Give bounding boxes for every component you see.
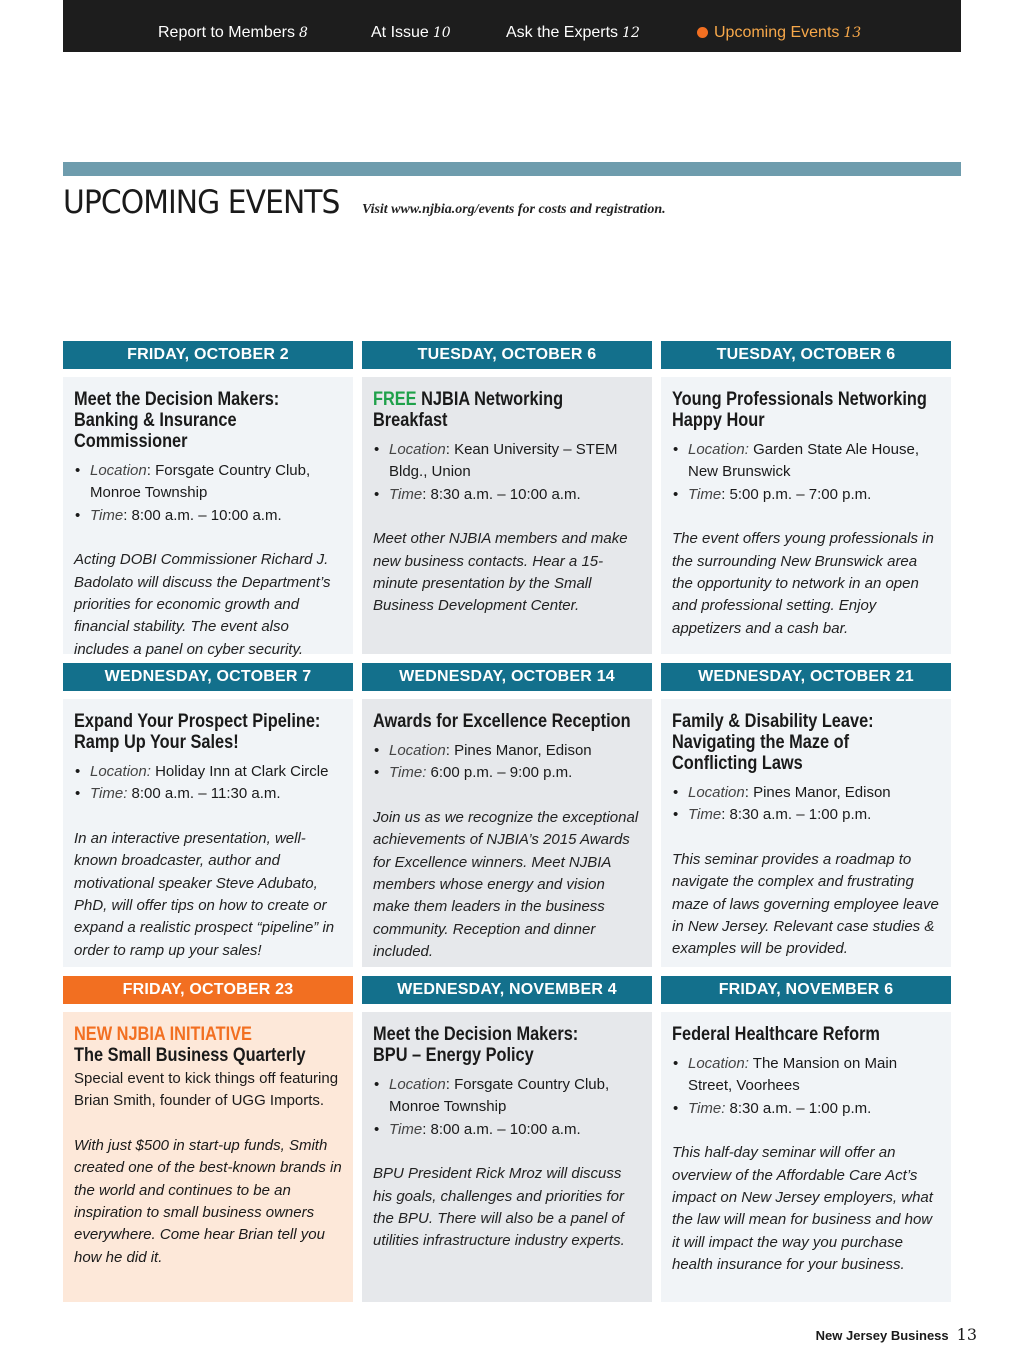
time-value: 8:30 a.m. – 1:00 p.m. [729, 806, 872, 824]
event-title [74, 389, 341, 452]
nav-item-report-to-members[interactable] [158, 24, 308, 42]
event-time: • Time: 8:30 a.m. – 10:00 a.m. [373, 484, 641, 506]
nav-item-label: Ask the Experts [506, 24, 619, 41]
location-label: Location: [688, 441, 749, 458]
event-body [661, 377, 951, 654]
event-card[interactable] [661, 976, 951, 1302]
event-card[interactable] [362, 663, 652, 967]
event-kicker: NEW NJBIA INITIATIVE [74, 1024, 252, 1045]
location-value: Garden State Ale House, New Brunswick [688, 441, 919, 481]
location-label: Location [389, 742, 446, 759]
event-meta [672, 782, 940, 827]
top-nav [63, 0, 961, 52]
event-body [661, 1012, 951, 1302]
nav-item-page: 12 [622, 25, 640, 41]
event-description: Meet other NJBIA members and make new business contacts. Hear a 15-minute presentation by the Small Business Development Center. [373, 530, 628, 615]
event-meta [74, 761, 342, 806]
active-dot-icon [697, 27, 708, 38]
location-value: Pines Manor, Edison [753, 784, 891, 801]
location-value: Kean University – STEM Bldg., Union [389, 441, 618, 481]
event-title-line: Banking & Insurance Commissioner [74, 410, 237, 452]
event-title-line: Conflicting Laws [672, 753, 803, 774]
time-label: Time: [389, 764, 427, 782]
event-body [63, 377, 353, 658]
event-body [661, 699, 951, 967]
event-title-line: Happy Hour [672, 410, 765, 431]
page-number: 13 [956, 1325, 977, 1344]
event-description: BPU President Rick Mroz will discuss his goals, challenges and priorities for the BPU. There will also be a panel of utilities infrastructure industry experts. [373, 1165, 625, 1250]
event-description: Acting DOBI Commissioner Richard J. Badolato will discuss the Department’s priorities for economic growth and financial stability. The event also includes a panel on cyber security. [74, 551, 331, 658]
time-value: 8:30 a.m. – 10:00 a.m. [430, 485, 581, 503]
event-location [74, 761, 342, 783]
event-title-line: Meet the Decision Makers: [373, 1024, 579, 1045]
nav-item-label: Upcoming Events [714, 24, 840, 41]
time-label: Time [688, 485, 722, 503]
event-title [373, 1024, 640, 1066]
event-date: WEDNESDAY, OCTOBER 7 [63, 663, 353, 691]
event-title-line: The Small Business Quarterly [74, 1045, 306, 1066]
event-description: This half-day seminar will offer an overview of the Affordable Care Act’s impact on New Jersey employers, what the law will mean for business and how it will impact the way you purchase health insurance for your business. [672, 1144, 933, 1274]
event-meta [373, 740, 641, 785]
event-title [74, 1045, 341, 1066]
event-description: Join us as we recognize the exceptional achievements of NJBIA’s 2015 Awards for Excellence winners. Meet NJBIA members whose energy and vision make them leaders in the business community. Reception and dinner included. [373, 808, 639, 961]
nav-item-page: 13 [843, 25, 862, 41]
time-value: 6:00 p.m. – 9:00 p.m. [430, 764, 573, 782]
time-value: 5:00 p.m. – 7:00 p.m. [729, 485, 872, 503]
time-value: 8:00 a.m. – 10:00 a.m. [430, 1120, 581, 1138]
time-label: Time [90, 506, 124, 524]
event-body [63, 1012, 353, 1302]
location-value: The Mansion on Main Street, Voorhees [688, 1055, 898, 1095]
event-time: • Time: 8:00 a.m. – 10:00 a.m. [373, 1119, 641, 1141]
time-label: Time: [90, 785, 128, 803]
event-description: In an interactive presentation, well-known broadcaster, author and motivational speaker Steve Adubato, PhD, will offer tips on how to create or expand a realistic prospect “pipeline” in order to ramp up your sales! [74, 829, 335, 959]
event-card[interactable] [661, 663, 951, 967]
event-title [74, 711, 341, 753]
location-value: Pines Manor, Edison [454, 742, 592, 759]
event-title-line: Awards for Excellence Reception [373, 711, 631, 732]
event-time [74, 783, 342, 805]
event-title-line: Expand Your Prospect Pipeline: [74, 711, 321, 732]
event-date: FRIDAY, OCTOBER 23 [63, 976, 353, 1004]
section-rule [63, 162, 961, 176]
location-label: Location [688, 784, 745, 801]
time-label: Time [389, 1120, 423, 1138]
event-date: FRIDAY, NOVEMBER 6 [661, 976, 951, 1004]
event-card[interactable] [63, 341, 353, 658]
event-card[interactable] [362, 341, 652, 654]
nav-item-label: Report to Members [158, 24, 295, 41]
location-value: Forsgate Country Club, Monroe Township [90, 462, 311, 502]
time-label: Time [688, 806, 722, 824]
event-date: TUESDAY, OCTOBER 6 [362, 341, 652, 369]
event-time: • Time: 8:00 a.m. – 10:00 a.m. [74, 505, 342, 527]
event-title-line: Federal Healthcare Reform [672, 1024, 880, 1045]
event-title-line: Young Professionals Networking [672, 389, 927, 410]
event-time [373, 762, 641, 784]
time-value: 8:30 a.m. – 1:00 p.m. [729, 1099, 872, 1117]
event-meta [74, 460, 342, 527]
free-tag: FREE [373, 389, 417, 410]
event-card[interactable] [63, 663, 353, 967]
event-time: • Time: 8:30 a.m. – 1:00 p.m. [672, 804, 940, 826]
nav-item-upcoming-events[interactable] [697, 24, 861, 42]
event-location: • Location: Pines Manor, Edison [672, 782, 940, 804]
event-description: The event offers young professionals in the surrounding New Brunswick area the opportunity to network in an open and professional setting. Enjoy appetizers and a cash bar. [672, 530, 934, 637]
event-location [672, 439, 940, 484]
event-intro: Special event to kick things off featuring Brian Smith, founder of UGG Imports. [74, 1070, 339, 1110]
nav-item-label: At Issue [371, 24, 429, 41]
event-date: WEDNESDAY, OCTOBER 21 [661, 663, 951, 691]
location-label: Location [389, 441, 446, 458]
event-title-line: Navigating the Maze of [672, 732, 850, 753]
event-date: WEDNESDAY, OCTOBER 14 [362, 663, 652, 691]
page-title: UPCOMING EVENTS [63, 183, 340, 221]
event-title-line: Meet the Decision Makers: [74, 389, 280, 410]
event-meta [672, 1053, 940, 1120]
event-card[interactable] [63, 976, 353, 1302]
event-title-line: BPU – Energy Policy [373, 1045, 534, 1066]
time-value: 8:00 a.m. – 10:00 a.m. [131, 506, 282, 524]
location-value: Forsgate Country Club, Monroe Township [389, 1076, 610, 1116]
nav-item-ask-the-experts[interactable] [506, 24, 640, 42]
event-time: • Time: 5:00 p.m. – 7:00 p.m. [672, 484, 940, 506]
event-title-line: Ramp Up Your Sales! [74, 732, 239, 753]
event-location [672, 1053, 940, 1098]
event-body [362, 377, 652, 654]
event-title [672, 1024, 939, 1045]
nav-item-at-issue[interactable] [371, 24, 451, 42]
event-title [373, 711, 640, 732]
event-date: FRIDAY, OCTOBER 2 [63, 341, 353, 369]
event-meta [672, 439, 940, 506]
event-card[interactable] [661, 341, 951, 654]
event-date: WEDNESDAY, NOVEMBER 4 [362, 976, 652, 1004]
event-date: TUESDAY, OCTOBER 6 [661, 341, 951, 369]
event-time [672, 1098, 940, 1120]
event-title [672, 711, 939, 774]
event-meta [373, 439, 641, 506]
event-body [362, 1012, 652, 1302]
event-location: • Location: Pines Manor, Edison [373, 740, 641, 762]
location-label: Location [90, 462, 147, 479]
location-value: Holiday Inn at Clark Circle [155, 763, 329, 780]
event-card[interactable] [362, 976, 652, 1302]
nav-item-page: 10 [432, 25, 451, 41]
event-description: This seminar provides a roadmap to navigate the complex and frustrating maze of laws governing employee leave in New Jersey. Relevant case studies & examples will be provided. [672, 850, 939, 958]
event-title [672, 389, 939, 431]
event-meta [373, 1074, 641, 1141]
event-body [362, 699, 652, 967]
event-title [373, 389, 640, 431]
location-label: Location [389, 1076, 446, 1093]
event-description: With just $500 in start-up funds, Smith created one of the best-known brands in the world and continues to be an inspiration to small business owners everywhere. Come hear Brian tell you how he did it. [74, 1136, 342, 1266]
time-value: 8:00 a.m. – 11:30 a.m. [131, 785, 281, 803]
event-title-line: Family & Disability Leave: [672, 711, 874, 732]
event-location: • Location: Forsgate Country Club, Monroe Township [373, 1074, 641, 1119]
time-label: Time [389, 485, 423, 503]
location-label: Location: [688, 1055, 749, 1072]
event-location: • Location: Kean University – STEM Bldg., Union [373, 439, 641, 484]
event-location: • Location: Forsgate Country Club, Monroe Township [74, 460, 342, 505]
location-label: Location: [90, 763, 151, 780]
event-title-line: NJBIA Networking Breakfast [373, 389, 564, 431]
nav-item-page: 8 [298, 25, 308, 41]
page-subtitle: Visit www.njbia.org/events for costs and registration. [362, 202, 666, 217]
publication-name: New Jersey Business [815, 1328, 949, 1343]
page-footer [816, 1325, 977, 1344]
time-label: Time: [688, 1099, 726, 1117]
event-body [63, 699, 353, 967]
